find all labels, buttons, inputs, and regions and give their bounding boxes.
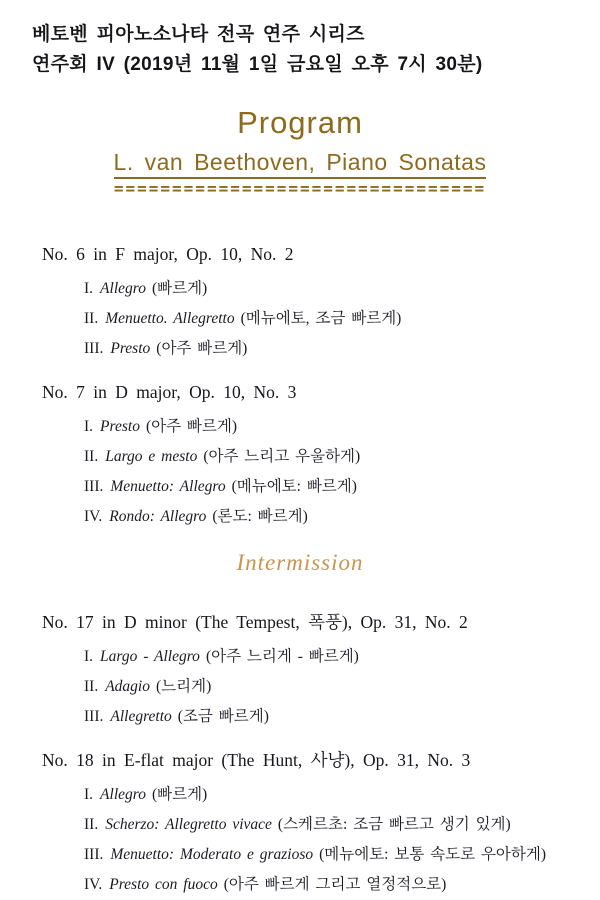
movement-korean-translation: (아주 느리게 - 빠르게): [205, 648, 359, 665]
movement-tempo: Allegro: [100, 280, 146, 297]
movement-tempo: Allegro: [100, 786, 146, 803]
movement-list: [0, 412, 600, 532]
movement-numeral: III.: [84, 846, 104, 863]
movement-numeral: I.: [84, 786, 94, 803]
movement-numeral: III.: [84, 478, 104, 495]
movement-korean-translation: (조금 빠르게): [177, 708, 269, 725]
title-block: [0, 104, 600, 196]
first-half-sections: [0, 242, 600, 532]
movement-korean-translation: (메뉴에토, 조금 빠르게): [240, 310, 402, 327]
movement-line: [0, 642, 600, 672]
movement-numeral: IV.: [84, 508, 103, 525]
movement-tempo: Presto con fuoco: [109, 876, 218, 893]
decorative-equals-rule: ================================: [113, 179, 487, 198]
movement-korean-translation: (빠르게): [151, 280, 208, 297]
movement-tempo: Menuetto. Allegretto: [105, 310, 235, 327]
movement-numeral: III.: [84, 708, 104, 725]
movement-line: [0, 274, 600, 304]
sonata-heading: No. 6 in F major, Op. 10, No. 2: [42, 244, 294, 264]
program-title: Program: [237, 105, 363, 140]
movement-line: [0, 502, 600, 532]
movement-korean-translation: (아주 빠르게): [145, 418, 238, 435]
movement-line: [0, 702, 600, 732]
movement-korean-translation: (메뉴에토: 빠르게): [231, 478, 357, 495]
concert-date-line: 연주회 IV (2019년 11월 1일 금요일 오후 7시 30분): [32, 54, 483, 75]
movement-korean-translation: (아주 느리고 우울하게): [203, 448, 361, 465]
movement-tempo: Adagio: [105, 678, 150, 695]
subtitle-row: [0, 148, 600, 180]
movement-line: [0, 334, 600, 364]
movement-line: [0, 810, 600, 840]
sonata-heading: No. 17 in D minor (The Tempest, 폭풍), Op. 31, No. 2: [42, 612, 468, 632]
movement-list: [0, 274, 600, 364]
movement-numeral: II.: [84, 816, 99, 833]
sonata-section: [0, 242, 600, 364]
movement-numeral: II.: [84, 678, 99, 695]
movement-line: [0, 304, 600, 334]
movement-tempo: Menuetto: Moderato e grazioso: [110, 846, 314, 863]
sonata-heading: No. 18 in E-flat major (The Hunt, 사냥), Op. 31, No. 3: [42, 750, 471, 770]
movement-line: [0, 870, 600, 900]
movement-tempo: Rondo: Allegro: [109, 508, 207, 525]
movement-tempo: Allegretto: [110, 708, 172, 725]
movement-korean-translation: (론도: 빠르게): [212, 508, 308, 525]
intermission-label: Intermission: [236, 550, 364, 575]
movement-korean-translation: (느리게): [155, 678, 212, 695]
movement-tempo: Presto: [100, 418, 140, 435]
movement-line: [0, 472, 600, 502]
series-title: 베토벤 피아노소나타 전곡 연주 시리즈: [32, 24, 365, 45]
second-half-sections: [0, 610, 600, 900]
movement-tempo: Largo - Allegro: [100, 648, 200, 665]
movement-korean-translation: (스케르초: 조금 빠르고 생기 있게): [277, 816, 511, 833]
movement-tempo: Presto: [110, 340, 151, 357]
movement-list: [0, 780, 600, 900]
movement-numeral: II.: [84, 310, 99, 327]
sonata-section: [0, 610, 600, 732]
movement-korean-translation: (아주 빠르게): [156, 340, 248, 357]
movement-line: [0, 780, 600, 810]
concert-series-header: [0, 0, 600, 80]
movement-korean-translation: (아주 빠르게 그리고 열정적으로): [223, 876, 447, 893]
movement-line: [0, 840, 600, 870]
sonata-heading: No. 7 in D major, Op. 10, No. 3: [42, 382, 297, 402]
movement-korean-translation: (메뉴에토: 보통 속도로 우아하게): [319, 846, 547, 863]
movement-line: [0, 442, 600, 472]
movement-numeral: I.: [84, 280, 94, 297]
sonata-section: [0, 748, 600, 900]
movement-tempo: Largo e mesto: [105, 448, 198, 465]
movement-line: [0, 672, 600, 702]
movement-tempo: Scherzo: Allegretto vivace: [105, 816, 272, 833]
movement-tempo: Menuetto: Allegro: [110, 478, 226, 495]
movement-numeral: I.: [84, 648, 94, 665]
movement-numeral: III.: [84, 340, 104, 357]
movement-numeral: II.: [84, 448, 99, 465]
movement-list: [0, 642, 600, 732]
movement-line: [0, 412, 600, 442]
movement-numeral: IV.: [84, 876, 103, 893]
movement-korean-translation: (빠르게): [151, 786, 208, 803]
movement-numeral: I.: [84, 418, 94, 435]
composer-subtitle: L. van Beethoven, Piano Sonatas: [114, 148, 487, 179]
sonata-section: [0, 380, 600, 532]
